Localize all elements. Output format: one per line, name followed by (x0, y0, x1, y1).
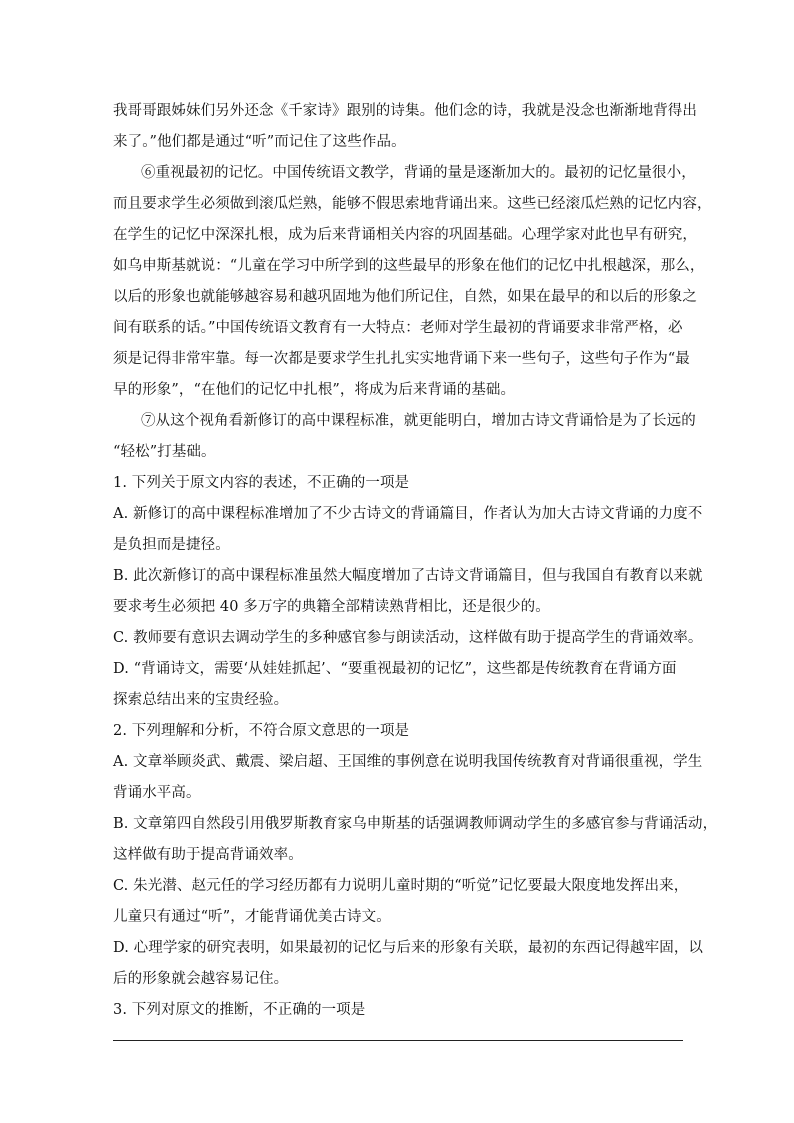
answer-option-line: 这样做有助于提高背诵效率。 (113, 847, 303, 863)
paragraph-line: ⑥重视最初的记忆。中国传统语文教学，背诵的量是逐渐加大的。最初的记忆量很小， (141, 165, 696, 181)
paragraph-line: 须是记得非常牢靠。每一次都是要求学生扎扎实实地背诵下来一些句子，这些句子作为“最 (113, 351, 690, 367)
question-stem: 2. 下列理解和分析，不符合原文意思的一项是 (113, 723, 410, 739)
paragraph-line: “轻松”打基础。 (113, 444, 216, 460)
answer-option-line: B. 文章第四自然段引用俄罗斯教育家乌申斯基的话强调教师调动学生的多感官参与背诵活动， (113, 816, 718, 832)
paragraph-line: 以后的形象也就能够越容易和越巩固地为他们所记住，自然，如果在最早的和以后的形象之 (113, 289, 697, 305)
question-stem: 1. 下列关于原文内容的表述，不正确的一项是 (113, 475, 410, 491)
footer-rule (113, 1040, 683, 1041)
answer-option-line: 后的形象就会越容易记住。 (113, 971, 289, 987)
answer-option-line: 背诵水平高。 (113, 785, 201, 801)
answer-option-line: C. 教师要有意识去调动学生的多种感官参与朗读活动，这样做有助于提高学生的背诵效率。 (113, 630, 703, 646)
paragraph-line: 早的形象”，“在他们的记忆中扎根”，将成为后来背诵的基础。 (113, 382, 516, 398)
paragraph-line: 间有联系的话。”中国传统语文教育有一大特点：老师对学生最初的背诵要求非常严格，必 (113, 320, 683, 336)
answer-option-line: 是负担而是捷径。 (113, 537, 230, 553)
answer-option-line: A. 新修订的高中课程标准增加了不少古诗文的背诵篇目，作者认为加大古诗文背诵的力度不 (113, 506, 703, 522)
paragraph-line: 在学生的记忆中深深扎根，成为后来背诵相关内容的巩固基础。心理学家对此也早有研究， (113, 227, 697, 243)
paragraph-line: 而且要求学生必须做到滚瓜烂熟，能够不假思索地背诵出来。这些已经滚瓜烂熟的记忆内容， (113, 196, 712, 212)
answer-option-line: C. 朱光潜、赵元任的学习经历都有力说明儿童时期的“听觉”记忆要最大限度地发挥出来， (113, 878, 689, 894)
paragraph-line: ⑦从这个视角看新修订的高中课程标准，就更能明白，增加古诗文背诵恰是为了长远的 (141, 413, 696, 429)
answer-option-line: D. 心理学家的研究表明，如果最初的记忆与后来的形象有关联，最初的东西记得越牢固，以 (113, 940, 704, 956)
answer-option-line: 儿童只有通过“听”，才能背诵优美古诗文。 (113, 909, 391, 925)
paragraph-line: 来了。”他们都是通过“听”而记住了这些作品。 (113, 134, 406, 150)
answer-option-line: 要求考生必须把 40 多万字的典籍全部精读熟背相比，还是很少的。 (113, 599, 550, 615)
question-stem: 3. 下列对原文的推断，不正确的一项是 (113, 1002, 366, 1018)
paragraph-line: 我哥哥跟姊妹们另外还念《千家诗》跟别的诗集。他们念的诗，我就是没念也渐渐地背得出 (113, 103, 697, 119)
paragraph-line: 如乌申斯基就说：“儿童在学习中所学到的这些最早的形象在他们的记忆中扎根越深，那么， (113, 258, 705, 274)
answer-option-line: 探索总结出来的宝贵经验。 (113, 692, 289, 708)
answer-option-line: D. “背诵诗文，需要‘从娃娃抓起’、“要重视最初的记忆”，这些都是传统教育在背诵方面 (113, 661, 677, 677)
answer-option-line: A. 文章举顾炎武、戴震、梁启超、王国维的事例意在说明我国传统教育对背诵很重视，学生 (113, 754, 703, 770)
answer-option-line: B. 此次新修订的高中课程标准虽然大幅度增加了古诗文背诵篇目，但与我国自有教育以来就 (113, 568, 703, 584)
